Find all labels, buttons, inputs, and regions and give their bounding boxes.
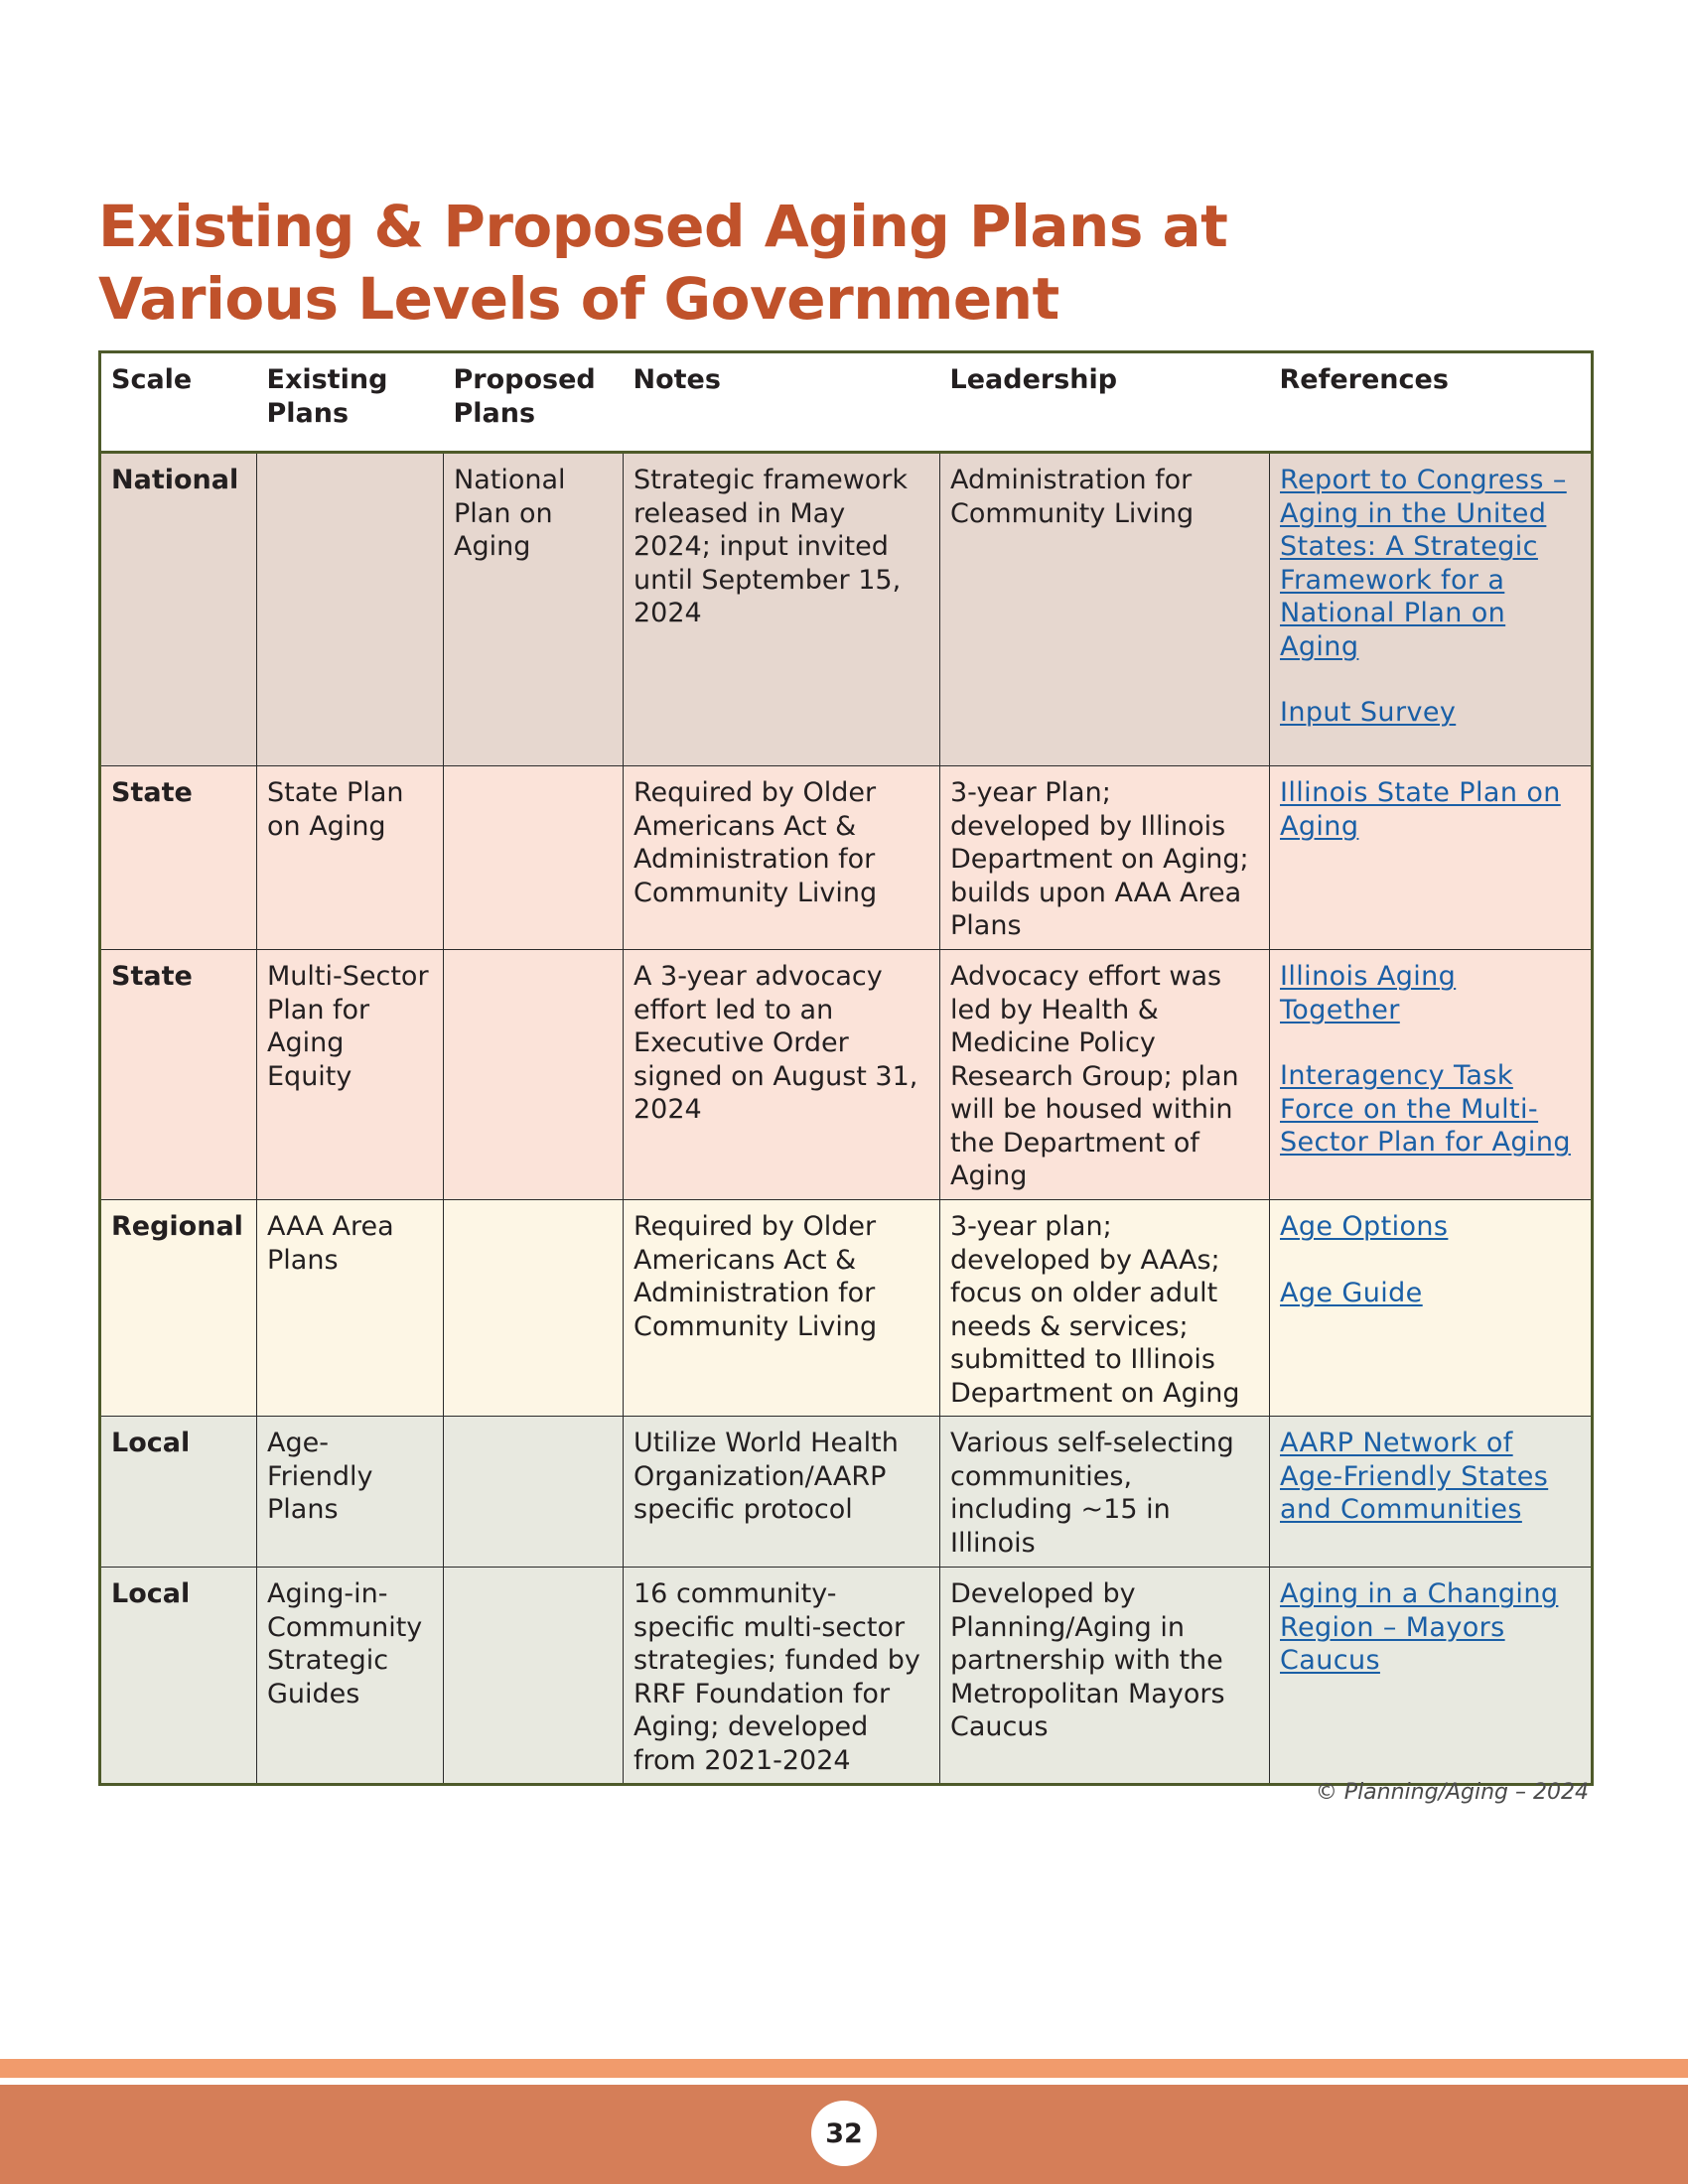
reference-link[interactable]: Age Guide — [1280, 1277, 1423, 1308]
header-existing-plans: Existing Plans — [257, 352, 444, 453]
reference-link[interactable]: Input Survey — [1280, 697, 1457, 728]
cell-scale: Local — [100, 1417, 257, 1568]
cell-proposed-plans — [444, 1568, 624, 1785]
table-row-regional — [100, 1200, 1593, 1417]
cell-notes: Utilize World Health Organization/AARP specific protocol — [624, 1417, 940, 1568]
cell-existing-plans: AAA Area Plans — [257, 1200, 444, 1417]
table-header-row — [100, 352, 1593, 453]
cell-existing-plans: Aging-in-Community Strategic Guides — [257, 1568, 444, 1785]
cell-references — [1270, 1568, 1593, 1785]
cell-leadership: Various self-selecting communities, including ~15 in Illinois — [940, 1417, 1270, 1568]
reference-link[interactable]: Aging in a Changing Region – Mayors Caucus — [1280, 1578, 1559, 1676]
cell-notes: Required by Older Americans Act & Administration for Community Living — [624, 1200, 940, 1417]
cell-references — [1270, 1417, 1593, 1568]
reference-link[interactable]: Illinois Aging Together — [1280, 961, 1457, 1025]
cell-leadership: 3-year Plan; developed by Illinois Department on Aging; builds upon AAA Area Plans — [940, 766, 1270, 950]
table-row-state — [100, 766, 1593, 950]
cell-references — [1270, 1200, 1593, 1417]
footer-stripe — [0, 2059, 1688, 2078]
reference-spacer — [1280, 663, 1581, 696]
header-proposed-plans: Proposed Plans — [444, 352, 624, 453]
header-scale: Scale — [100, 352, 257, 453]
cell-proposed-plans: National Plan on Aging — [444, 453, 624, 766]
header-references: References — [1270, 352, 1593, 453]
cell-existing-plans — [257, 453, 444, 766]
reference-link[interactable]: Interagency Task Force on the Multi-Sector Plan for Aging — [1280, 1060, 1571, 1158]
page-title-line-1: Existing & Proposed Aging Plans at — [98, 193, 1228, 260]
reference-spacer — [1280, 1244, 1581, 1277]
reference-spacer — [1280, 1026, 1581, 1059]
cell-leadership: Administration for Community Living — [940, 453, 1270, 766]
cell-references — [1270, 950, 1593, 1200]
table-row-local — [100, 1568, 1593, 1785]
reference-link[interactable]: AARP Network of Age-Friendly States and Communities — [1280, 1428, 1549, 1525]
cell-existing-plans: Multi-Sector Plan for Aging Equity — [257, 950, 444, 1200]
cell-notes: A 3-year advocacy effort led to an Executive Order signed on August 31, 2024 — [624, 950, 940, 1200]
cell-leadership: Advocacy effort was led by Health & Medicine Policy Research Group; plan will be housed within the Department of Aging — [940, 950, 1270, 1200]
cell-proposed-plans — [444, 766, 624, 950]
cell-existing-plans: Age-Friendly Plans — [257, 1417, 444, 1568]
cell-references — [1270, 766, 1593, 950]
page-title — [98, 191, 1488, 336]
cell-leadership: 3-year plan; developed by AAAs; focus on older adult needs & services; submitted to Illinois Department on Aging — [940, 1200, 1270, 1417]
header-leadership: Leadership — [940, 352, 1270, 453]
page-number: 32 — [811, 2101, 877, 2166]
page-title-line-2: Various Levels of Government — [98, 265, 1059, 333]
cell-proposed-plans — [444, 1417, 624, 1568]
cell-notes: Required by Older Americans Act & Administration for Community Living — [624, 766, 940, 950]
table-row-state — [100, 950, 1593, 1200]
reference-link[interactable]: Illinois State Plan on Aging — [1280, 777, 1561, 842]
copyright-credit: © Planning/Aging – 2024 — [1315, 1780, 1589, 1805]
cell-proposed-plans — [444, 1200, 624, 1417]
cell-proposed-plans — [444, 950, 624, 1200]
header-notes: Notes — [624, 352, 940, 453]
cell-scale: State — [100, 766, 257, 950]
reference-link[interactable]: Report to Congress – Aging in the United States: A Strategic Framework for a National Plan on Aging — [1280, 465, 1567, 662]
cell-existing-plans: State Plan on Aging — [257, 766, 444, 950]
cell-scale: Local — [100, 1568, 257, 1785]
cell-scale: State — [100, 950, 257, 1200]
aging-plans-table — [98, 350, 1594, 1786]
reference-link[interactable]: Age Options — [1280, 1211, 1449, 1242]
cell-scale: Regional — [100, 1200, 257, 1417]
table-row-local — [100, 1417, 1593, 1568]
cell-references — [1270, 453, 1593, 766]
cell-notes: Strategic framework released in May 2024; input invited until September 15, 2024 — [624, 453, 940, 766]
cell-notes: 16 community-specific multi-sector strategies; funded by RRF Foundation for Aging; developed from 2021-2024 — [624, 1568, 940, 1785]
cell-leadership: Developed by Planning/Aging in partnership with the Metropolitan Mayors Caucus — [940, 1568, 1270, 1785]
table-row-national — [100, 453, 1593, 766]
cell-scale: National — [100, 453, 257, 766]
